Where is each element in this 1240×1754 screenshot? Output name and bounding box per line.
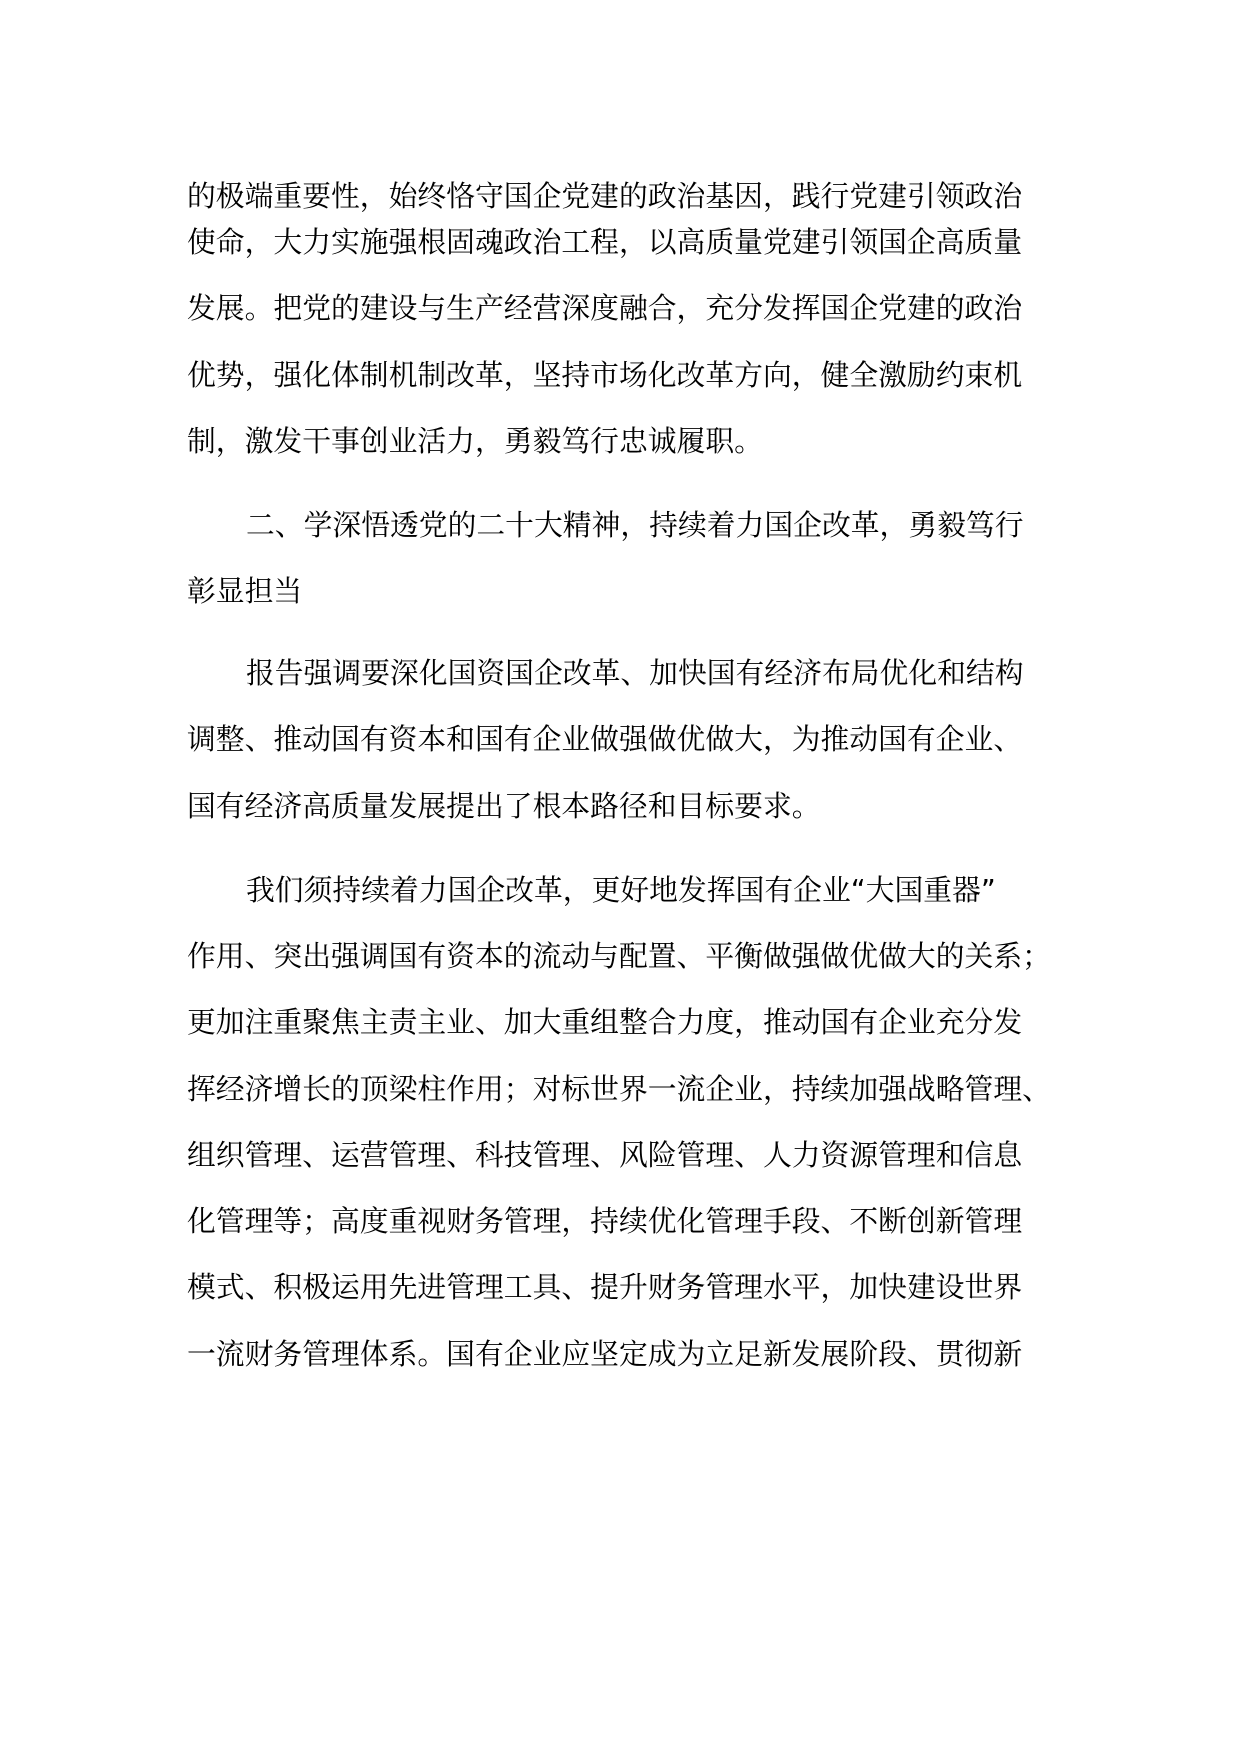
- text-line: 使命，大力实施强根固魂政治工程，以高质量党建引领国企高质量: [187, 225, 1023, 259]
- text-line: 国有经济高质量发展提出了根本路径和目标要求。: [187, 789, 821, 823]
- text-line: 模式、积极运用先进管理工具、提升财务管理水平，加快建设世界: [187, 1270, 1023, 1304]
- text-line: 组织管理、运营管理、科技管理、风险管理、人力资源管理和信息: [187, 1138, 1023, 1172]
- text-line: 更加注重聚焦主责主业、加大重组整合力度，推动国有企业充分发: [187, 1005, 1023, 1039]
- text-line: 报告强调要深化国资国企改革、加快国有经济布局优化和结构: [246, 656, 1024, 690]
- heading-line: 二、学深悟透党的二十大精神，持续着力国企改革，勇毅笃行: [246, 508, 1024, 542]
- heading-line: 彰显担当: [187, 574, 303, 608]
- text-line: 我们须持续着力国企改革，更好地发挥国有企业“大国重器”: [246, 873, 996, 907]
- text-line: 化管理等；高度重视财务管理，持续优化管理手段、不断创新管理: [187, 1204, 1023, 1238]
- text-line: 一流财务管理体系。国有企业应坚定成为立足新发展阶段、贯彻新: [187, 1337, 1023, 1371]
- text-line: 作用、突出强调国有资本的流动与配置、平衡做强做优做大的关系；: [187, 939, 1051, 973]
- text-line: 调整、推动国有资本和国有企业做强做优做大，为推动国有企业、: [187, 722, 1023, 756]
- text-line: 发展。把党的建设与生产经营深度融合，充分发挥国企党建的政治: [187, 291, 1023, 325]
- text-line: 的极端重要性，始终恪守国企党建的政治基因，践行党建引领政治: [187, 179, 1023, 213]
- text-line: 优势，强化体制机制改革，坚持市场化改革方向，健全激励约束机: [187, 358, 1023, 392]
- text-line: 挥经济增长的顶梁柱作用；对标世界一流企业，持续加强战略管理、: [187, 1072, 1051, 1106]
- text-line: 制，激发干事创业活力，勇毅笃行忠诚履职。: [187, 424, 763, 458]
